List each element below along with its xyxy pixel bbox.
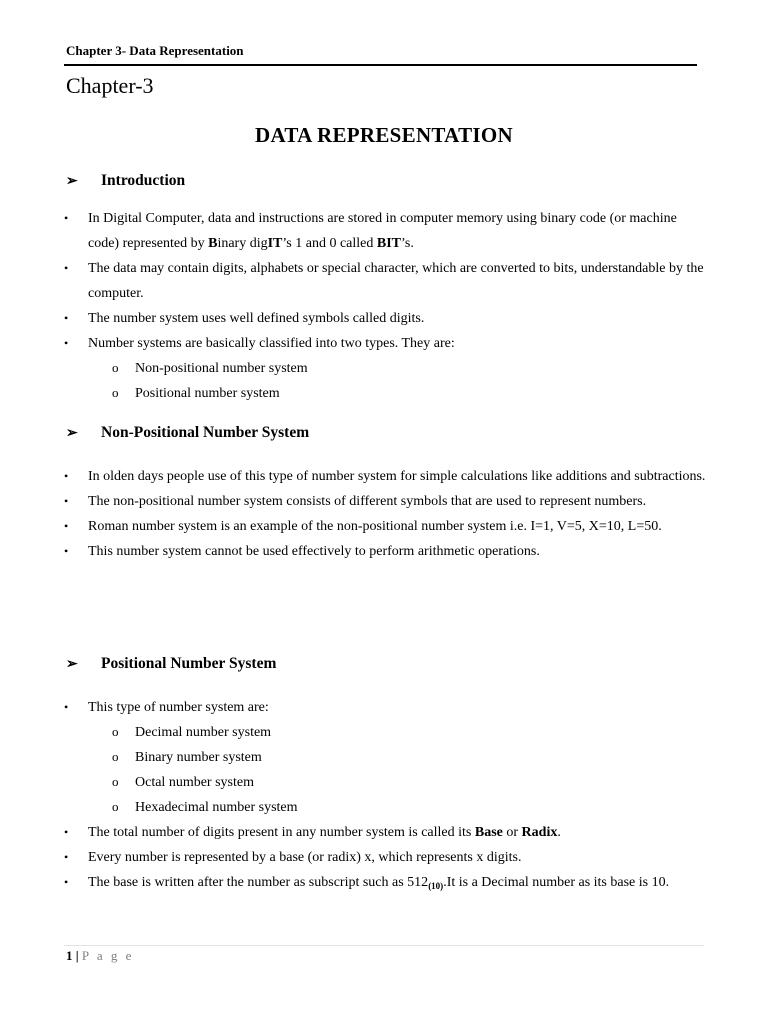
document-title: DATA REPRESENTATION [255, 123, 513, 147]
list-item [60, 870, 710, 899]
list-item [60, 820, 710, 845]
bold-text: BIT [376, 236, 402, 251]
bold-text: IT [267, 236, 283, 251]
item-text: inary dig [217, 236, 268, 251]
sub-list-item [60, 745, 710, 770]
item-text: Number systems are basically classified into two types. They are: [88, 336, 455, 351]
bullet-icon: • [64, 469, 69, 483]
sub-list-item [60, 770, 710, 795]
item-text: .It is a Decimal number as its base is 10. [443, 875, 670, 890]
section-heading-non-positional [66, 424, 309, 442]
bold-text: B [208, 236, 218, 251]
item-text: The total number of digits present in any number system is called its [88, 825, 475, 840]
bullet-icon: • [64, 544, 69, 558]
bullet-icon: • [64, 519, 69, 533]
section-heading-text: Introduction [101, 172, 186, 189]
sub-item-text: Hexadecimal number system [135, 800, 298, 815]
item-text: The data may contain digits, alphabets or special character, which are converted to bits, understandable by the computer. [88, 261, 704, 301]
circle-bullet-icon: o [112, 749, 119, 764]
bullet-icon: • [64, 850, 69, 864]
bullet-icon: • [64, 211, 69, 225]
bold-text: Radix [521, 825, 558, 840]
item-text: This type of number system are: [88, 700, 269, 715]
list-item [60, 539, 710, 564]
sub-list-item [60, 356, 710, 381]
page-label: P a g e [81, 948, 134, 963]
introduction-list [60, 206, 710, 406]
item-text: . [557, 825, 561, 840]
footer-separator: | [75, 948, 79, 963]
list-item [60, 695, 710, 720]
positional-list [60, 695, 710, 899]
item-text: or [502, 825, 522, 840]
circle-bullet-icon: o [112, 724, 119, 739]
section-heading-introduction [66, 172, 185, 190]
header-divider [64, 64, 697, 66]
circle-bullet-icon: o [112, 799, 119, 814]
running-header: Chapter 3- Data Representation [66, 43, 244, 58]
sub-item-text: Non-positional number system [135, 361, 308, 376]
sub-item-text: Binary number system [135, 750, 262, 765]
list-item [60, 464, 710, 489]
list-item [60, 489, 710, 514]
sub-list-item [60, 720, 710, 745]
footer-divider [64, 945, 704, 946]
section-heading-text: Positional Number System [101, 655, 277, 672]
item-text: The base is written after the number as subscript such as 512 [88, 875, 429, 890]
non-positional-list [60, 464, 710, 564]
item-text: Every number is represented by a base (or radix) x, which represents x digits. [88, 850, 522, 865]
item-text: In olden days people use of this type of number system for simple calculations like additions and subtractions. [88, 469, 706, 484]
item-text: The non-positional number system consists of different symbols that are used to represent numbers. [88, 494, 647, 509]
list-item [60, 514, 710, 539]
bullet-icon: • [64, 825, 69, 839]
page-number: 1 [66, 948, 73, 963]
arrow-bullet-icon: ➢ [66, 656, 78, 672]
arrow-bullet-icon: ➢ [66, 425, 78, 441]
item-text: This number system cannot be used effectively to perform arithmetic operations. [88, 544, 540, 559]
subscript-text: (10) [428, 881, 444, 891]
bullet-icon: • [64, 700, 69, 714]
item-text: ’s. [401, 236, 414, 251]
sub-item-text: Octal number system [135, 775, 254, 790]
item-text: ’s 1 and 0 called [282, 236, 377, 251]
section-heading-positional [66, 655, 276, 673]
bullet-icon: • [64, 261, 69, 275]
list-item [60, 256, 710, 306]
list-item [60, 331, 710, 356]
circle-bullet-icon: o [112, 385, 119, 400]
page-footer [66, 948, 134, 964]
circle-bullet-icon: o [112, 774, 119, 789]
arrow-bullet-icon: ➢ [66, 173, 78, 189]
sub-list-item [60, 381, 710, 406]
bullet-icon: • [64, 336, 69, 350]
item-text: The number system uses well defined symbols called digits. [88, 311, 425, 326]
list-item [60, 206, 710, 256]
list-item [60, 306, 710, 331]
item-text: Roman number system is an example of the non-positional number system i.e. I=1, V=5, X=10, L=50. [88, 519, 662, 534]
sub-list-item [60, 795, 710, 820]
section-heading-text: Non-Positional Number System [101, 424, 310, 441]
list-item [60, 845, 710, 870]
chapter-title: Chapter-3 [66, 73, 154, 98]
bullet-icon: • [64, 494, 69, 508]
bullet-icon: • [64, 311, 69, 325]
sub-item-text: Decimal number system [135, 725, 272, 740]
bullet-icon: • [64, 875, 69, 889]
circle-bullet-icon: o [112, 360, 119, 375]
item-text: In Digital Computer, data and instructions are stored in computer memory using binary code (or machine code) represented by [88, 211, 677, 251]
sub-item-text: Positional number system [135, 386, 280, 401]
bold-text: Base [474, 825, 503, 840]
